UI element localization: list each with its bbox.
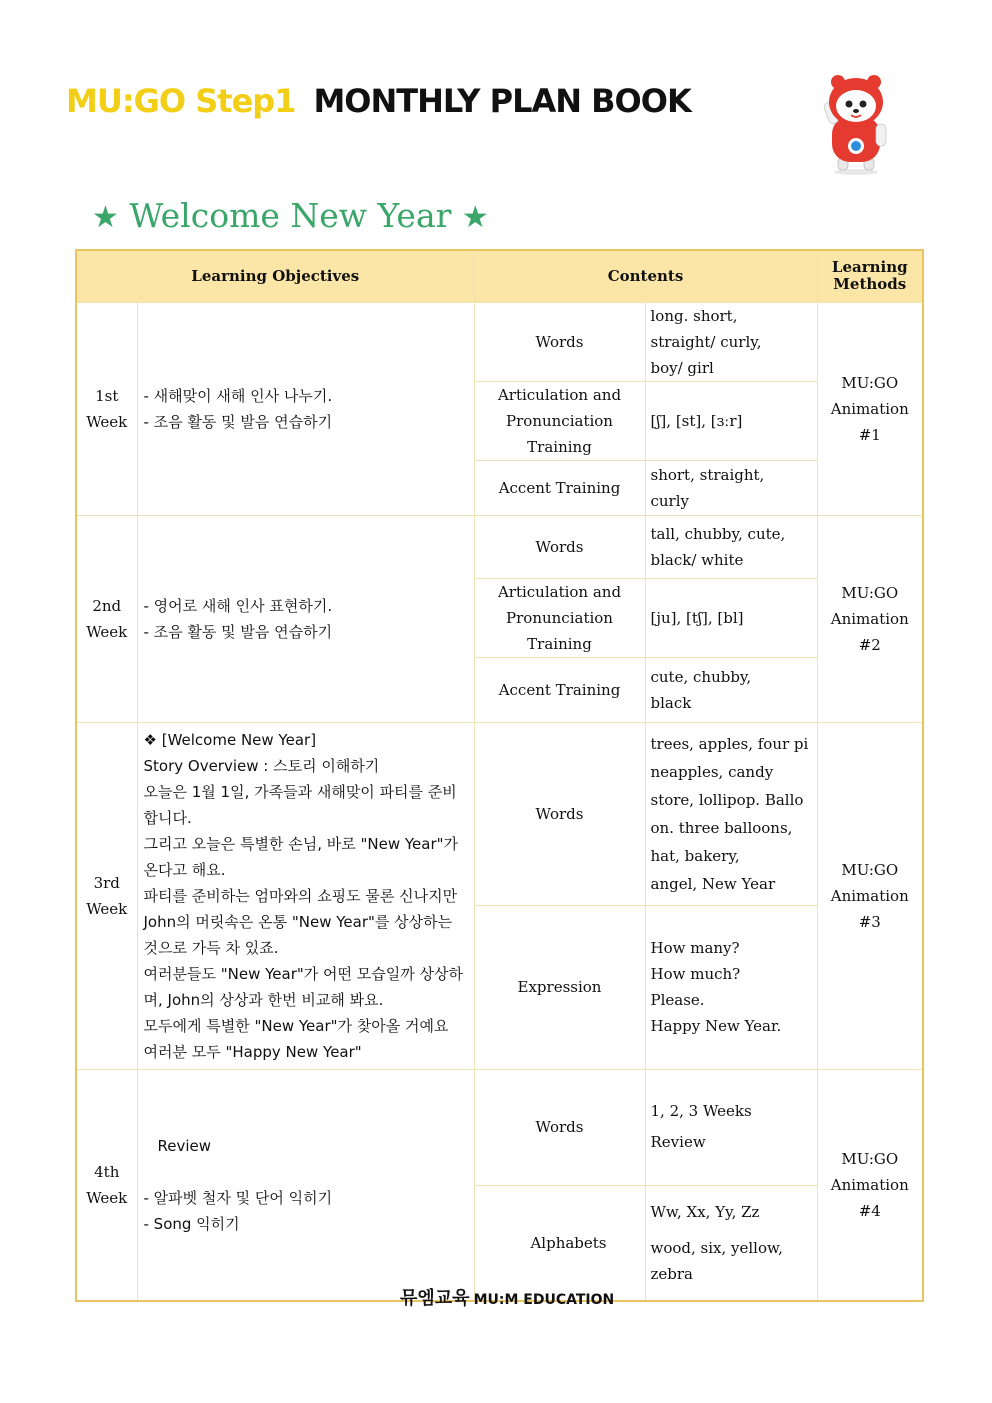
header-learning-methods: Learning Methods xyxy=(817,250,923,302)
objectives-cell: Review - 알파벳 철자 및 단어 익히기 - Song 익히기 xyxy=(137,1069,474,1301)
subtitle-text: Welcome New Year xyxy=(129,196,452,235)
content-items: Ww, Xx, Yy, Zz wood, six, yellow, zebra xyxy=(645,1185,817,1301)
objectives-cell: - 영어로 새해 인사 표현하기. - 조음 활동 및 발음 연습하기 xyxy=(137,515,474,722)
learning-method: MU:GO Animation #2 xyxy=(817,515,923,722)
content-items: cute, chubby, black xyxy=(645,657,817,722)
content-items: short, straight, curly xyxy=(645,460,817,515)
table-row xyxy=(76,302,923,381)
content-items: trees, apples, four pi neapples, candy store, lollipop. Ballo on. three balloons, hat, bakery, angel, New Year xyxy=(645,722,817,906)
content-category: Expression xyxy=(474,906,645,1069)
content-category: Words xyxy=(474,515,645,578)
monthly-plan-table xyxy=(75,249,924,1302)
story-overview-cell: ❖ [Welcome New Year] Story Overview : 스토리 이해하기 오늘은 1월 1일, 가족들과 새해맞이 파티를 준비합니다. 그리고 오늘은 특별한 손님, 바로 "New Year"가 온다고 해요. 파티를 준비하는 엄마와의 쇼핑도 물론 신나지만 John의 머릿속은 온통 "New Year"를 상상하는 것으로 가득 차 있죠. 여러분들도 "New Year"가 어떤 모습일까 상상하며, John의 상상과 한번 비교해 봐요. 모두에게 특별한 "New Year"가 찾아올 거예요 여러분 모두 "Happy New Year" xyxy=(137,722,474,1069)
table-header-row xyxy=(76,250,923,302)
footer-english-name: MU:M EDUCATION xyxy=(473,1292,615,1308)
table-row xyxy=(76,515,923,578)
content-items: tall, chubby, cute, black/ white xyxy=(645,515,817,578)
star-icon: ★ xyxy=(92,200,119,235)
content-category: Articulation and Pronunciation Training xyxy=(474,381,645,460)
week-label: 4th Week xyxy=(76,1069,137,1301)
content-items: 1, 2, 3 Weeks Review xyxy=(645,1069,817,1185)
plan-subtitle xyxy=(92,196,489,235)
week-label: 3rd Week xyxy=(76,722,137,1069)
content-category: Accent Training xyxy=(474,460,645,515)
table-row xyxy=(76,1069,923,1185)
learning-method: MU:GO Animation #4 xyxy=(817,1069,923,1301)
content-category: Articulation and Pronunciation Training xyxy=(474,578,645,657)
content-items: long. short, straight/ curly, boy/ girl xyxy=(645,302,817,381)
content-items: [ʃ], [st], [ɜːr] xyxy=(645,381,817,460)
learning-method: MU:GO Animation #1 xyxy=(817,302,923,515)
content-category: Words xyxy=(474,722,645,906)
content-category: Accent Training xyxy=(474,657,645,722)
document-title: MONTHLY PLAN BOOK xyxy=(313,82,691,120)
review-label: Review xyxy=(157,1136,212,1155)
header-learning-objectives: Learning Objectives xyxy=(76,250,474,302)
objectives-cell: - 새해맞이 새해 인사 나누기. - 조음 활동 및 발음 연습하기 xyxy=(137,302,474,515)
footer-korean-name: 뮤엠교육 xyxy=(400,1288,470,1309)
story-heading: ❖ [Welcome New Year] xyxy=(143,730,317,749)
star-icon: ★ xyxy=(461,200,489,235)
page-header xyxy=(66,82,691,132)
footer-logo xyxy=(400,1284,614,1310)
header-contents: Contents xyxy=(474,250,817,302)
content-items: [ju], [tʃ], [bl] xyxy=(645,578,817,657)
content-items: How many? How much? Please. Happy New Year. xyxy=(645,906,817,1069)
table-row xyxy=(76,722,923,906)
mascot-illustration xyxy=(816,72,896,176)
week-label: 1st Week xyxy=(76,302,137,515)
week-label: 2nd Week xyxy=(76,515,137,722)
content-category: Words xyxy=(474,302,645,381)
content-category: Alphabets xyxy=(474,1185,645,1301)
brand-name: MU:GO Step1 xyxy=(66,82,296,120)
learning-method: MU:GO Animation #3 xyxy=(817,722,923,1069)
content-category: Words xyxy=(474,1069,645,1185)
